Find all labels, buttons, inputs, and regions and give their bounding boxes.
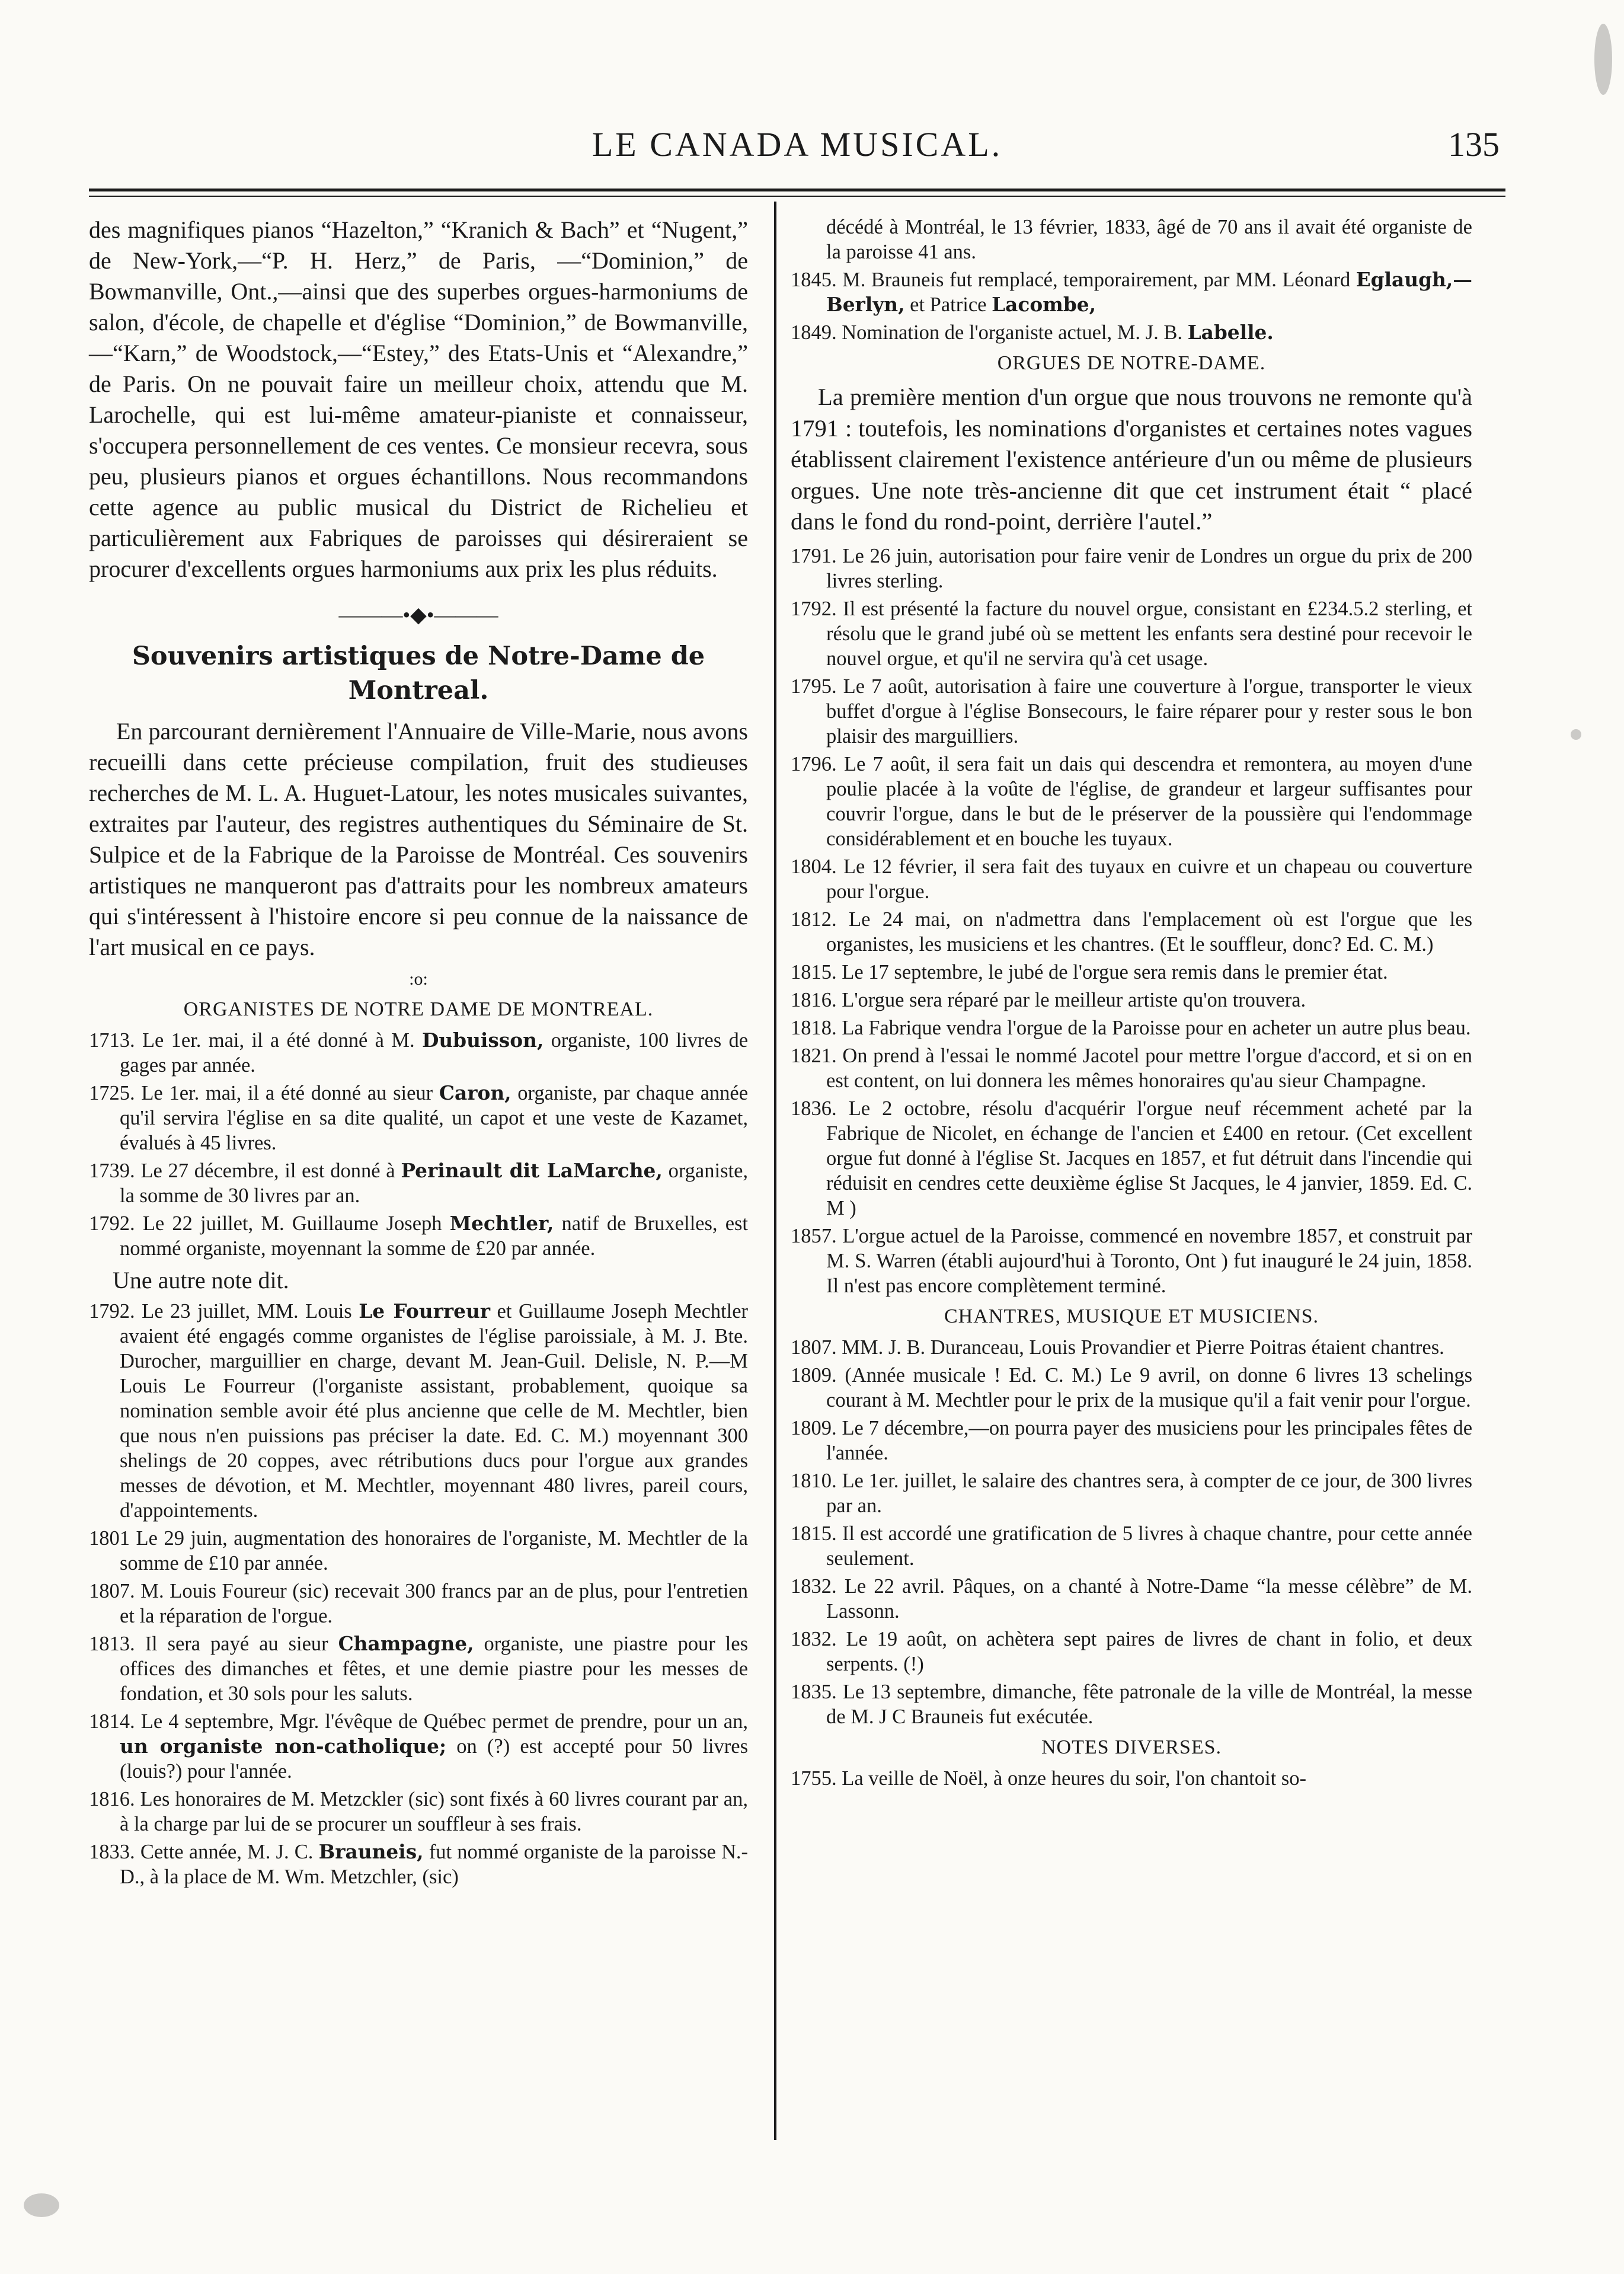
entry-1815	[791, 1521, 1472, 1571]
column-divider	[774, 202, 776, 2140]
entry-year: 1792.	[791, 597, 837, 620]
entry-year: 1815.	[791, 960, 837, 983]
entry-1835	[791, 1679, 1472, 1729]
entry-year: 1814.	[89, 1710, 135, 1733]
entry-year: 1810.	[791, 1469, 837, 1492]
entry-name: un organiste non-catholique;	[120, 1735, 447, 1758]
entry-1725	[89, 1081, 748, 1155]
entry-1807	[791, 1335, 1472, 1360]
left-column	[89, 215, 748, 1892]
entry-1791	[791, 544, 1472, 593]
print-speck	[1571, 729, 1581, 740]
entry-text: Le 4 septembre, Mgr. l'évêque de Québec permet de prendre, pour un an,	[140, 1710, 748, 1733]
entry-1813	[89, 1631, 748, 1706]
entry-year: 1832.	[791, 1574, 837, 1598]
entry-text-rest: natif de Bruxelles, est nommé organiste, moyennant la somme de £20 par année.	[120, 1212, 749, 1260]
entry-name: Perinault dit LaMarche,	[401, 1159, 663, 1182]
entry-1796	[791, 752, 1472, 851]
entry-year: 1833.	[89, 1841, 135, 1863]
section-title-organistes: ORGANISTES DE NOTRE DAME DE MONTREAL.	[183, 998, 654, 1020]
entry-year: 1739.	[89, 1160, 135, 1182]
entry-text: La veille de Noël, à onze heures du soir, l'on chantoit so-	[842, 1767, 1306, 1790]
entry-year: 1812.	[791, 908, 837, 931]
entry-text: On prend à l'essai le nommé Jacotel pour mettre l'orgue d'accord, et si on en est content, on lui donnera les mêmes honoraires qu'au sieur Champagne.	[826, 1044, 1473, 1092]
entry-text: Le 7 décembre,—on pourra payer des musiciens pour les principales fêtes de l'année.	[826, 1416, 1473, 1464]
entry-1815	[791, 960, 1472, 985]
entry-1821	[791, 1043, 1472, 1093]
entry-name: Champagne,	[338, 1632, 474, 1655]
entry-year: 1832.	[791, 1627, 837, 1650]
page-header	[89, 124, 1505, 178]
entry-1812	[791, 907, 1472, 957]
entry-text: (Année musicale ! Ed. C. M.) Le 9 avril, on donne 6 livres 13 schelings courant à M. Mechtler pour le prix de la musique qu'il a fait venir pour l'orgue.	[826, 1363, 1473, 1411]
entry-1713	[89, 1028, 748, 1078]
entry-text: Le 22 juillet, M. Guillaume Joseph	[142, 1212, 442, 1235]
entry-year: 1816.	[791, 988, 837, 1011]
entry-year: 1791.	[791, 544, 837, 567]
entry-year: 1801	[89, 1527, 130, 1550]
entry-1832	[791, 1627, 1472, 1676]
entry-text: Le 24 mai, on n'admettra dans l'emplacement où est l'orgue que les organistes, les musiciens et les chantres. (Et le souffleur, donc? Ed. C. M.)	[826, 908, 1472, 956]
entry-year: 1807.	[89, 1580, 135, 1602]
header-rule-thick	[89, 189, 1505, 191]
organistes-entries-end	[791, 267, 1472, 345]
divider-mark: :o:	[409, 969, 428, 989]
entry-text-rest: organiste, par chaque année qu'il servira l'église en sa dite qualité, un capot et une veste de Kazamet, évalués à 45 livres.	[120, 1082, 749, 1154]
article-headline: Souvenirs artistiques de Notre-Dame de Montreal.	[132, 641, 705, 705]
entry-name: Dubuisson,	[421, 1029, 544, 1052]
entry-year: 1845.	[791, 269, 837, 291]
entry-year: 1755.	[791, 1767, 837, 1790]
entry-text: Le 27 décembre, il est donné à	[140, 1160, 395, 1182]
entry-1857	[791, 1224, 1472, 1298]
entry-year: 1849.	[791, 321, 837, 344]
entry-1818	[791, 1015, 1472, 1040]
entry-text: Cette année, M. J. C.	[140, 1841, 314, 1863]
entry-name: Labelle.	[1187, 321, 1274, 344]
entry-text: Le 2 octobre, résolu d'acquérir l'orgue neuf récemment acheté par la Fabrique de Nicolet, en échange de l'ancien et £400 en retour. (Cet excellent orgue fut donné à l'église St. Jacques en 1857, et fut détruit dans l'incendie qui réduisit en cendres cette deuxième église St Jacques, le 4 janvier, 1859. Ed. C. M )	[826, 1097, 1473, 1219]
entry-1792b	[89, 1299, 748, 1523]
note-other: Une autre note dit.	[113, 1267, 289, 1294]
entry-year: 1725.	[89, 1082, 135, 1104]
article-intro: En parcourant dernièrement l'Annuaire de Ville-Marie, nous avons recueilli dans cette précieuse compilation, fruit des studieuses recherches de M. L. A. Huguet-Latour, les notes musicales suivantes, extraites par l'auteur, des registres authentiques du Séminaire de St. Sulpice et de la Fabrique de la Paroisse de Montréal. Ces souvenirs artistiques ne manqueront pas d'attraits pour les nombreux amateurs qui s'intéressent à l'histoire encore si peu connue de la naissance de l'art musical en ce pays.	[89, 718, 748, 960]
entry-text: Le 29 juin, augmentation des honoraires de l'organiste, M. Mechtler de la somme de £10 par année.	[120, 1527, 748, 1574]
entry-text: M. Brauneis fut remplacé, temporairement, par MM. Léonard	[842, 269, 1351, 291]
entry-year: 1792.	[89, 1300, 135, 1323]
section-title-notes: NOTES DIVERSES.	[1041, 1736, 1222, 1758]
entry-1833	[89, 1839, 748, 1889]
entry-text: Le 1er. mai, il a été donné à M.	[142, 1029, 415, 1052]
entry-text: M. Louis Foureur (sic) recevait 300 francs par an de plus, pour l'entretien et la réparation de l'orgue.	[120, 1580, 748, 1627]
entry-year: 1804.	[791, 855, 837, 878]
entry-1801	[89, 1526, 748, 1576]
header-rule-thin	[89, 196, 1505, 197]
entry-text: Le 22 avril. Pâques, on a chanté à Notre-Dame “la messe célèbre” de M. Lassonn.	[826, 1574, 1473, 1623]
entry-1739	[89, 1158, 748, 1208]
entry-year: 1795.	[791, 675, 837, 698]
orgues-intro: La première mention d'un orgue que nous trouvons ne remonte qu'à 1791 : toutefois, les nominations d'organistes et certaines notes vagues établissent clairement l'existence antérieure d'un ou même de plusieurs orgues. Une note très-ancienne dit que cet instrument était “ placé dans le fond du rond-point, derrière l'autel.”	[791, 384, 1472, 535]
entry-name: Brauneis,	[318, 1840, 424, 1863]
continued-text: décédé à Montréal, le 13 février, 1833, âgé de 70 ans il avait été organiste de la paroisse 41 ans.	[826, 216, 1472, 263]
entry-year: 1816.	[89, 1788, 135, 1810]
entry-year: 1796.	[791, 752, 837, 775]
entry-name: Le Fourreur	[359, 1299, 491, 1323]
entry-1816	[89, 1787, 748, 1837]
entry-name: Mechtler,	[449, 1212, 554, 1235]
entry-text-rest: organiste, une piastre pour les offices des dimanches et fêtes, et une demie piastre pour les messes de fondation, et 30 sols pour les saluts.	[120, 1633, 748, 1705]
entry-year: 1809.	[791, 1416, 837, 1439]
entry-year: 1821.	[791, 1044, 837, 1067]
print-speck	[24, 2193, 59, 2217]
entry-1795	[791, 674, 1472, 749]
entry-1845	[791, 267, 1472, 317]
entry-1792	[791, 596, 1472, 671]
entry-text: L'orgue actuel de la Paroisse, commencé en novembre 1857, et construit par M. S. Warren (établi aujourd'hui à Toronto, Ont ) fut inauguré le 24 juin, 1858. Il n'est pas encore complètement terminé.	[826, 1224, 1472, 1297]
entry-year: 1818.	[791, 1016, 837, 1039]
entry-1849	[791, 320, 1472, 345]
entry-text-rest: et Patrice	[910, 293, 987, 316]
entry-text: Le 17 septembre, le jubé de l'orgue sera remis dans le premier état.	[842, 960, 1388, 983]
entry-1755	[791, 1766, 1472, 1791]
entry-text: MM. J. B. Duranceau, Louis Provandier et Pierre Poitras étaient chantres.	[842, 1336, 1444, 1359]
print-speck	[1594, 24, 1612, 95]
entry-text: Le 1er. mai, il a été donné au sieur	[141, 1082, 433, 1104]
entry-1832	[791, 1574, 1472, 1624]
entry-year: 1713.	[89, 1029, 135, 1052]
entry-text: Le 7 août, il sera fait un dais qui descendra et remontera, au moyen d'une poulie placée à la voûte de l'église, de grandeur et largeur suffisantes pour couvrir l'orgue, dans le but de le préserver de la poussière qui l'endommage considérablement et en bouche les tuyaux.	[826, 752, 1472, 850]
entry-1792	[89, 1211, 748, 1261]
entry-year: 1807.	[791, 1336, 837, 1359]
entry-year: 1792.	[89, 1212, 135, 1235]
entry-text: Les honoraires de M. Metzckler (sic) sont fixés à 60 livres courant par an, à la charge par lui de se procurer un souffleur à ses frais.	[120, 1788, 748, 1835]
page-number: 135	[1448, 125, 1500, 164]
organistes-entries	[89, 1028, 748, 1261]
entry-name-2: Lacombe,	[992, 293, 1096, 316]
orgues-entries	[791, 544, 1472, 1298]
entry-text-rest: on (?) est accepté pour 50 livres (louis?) pour l'année.	[120, 1735, 748, 1783]
entry-year: 1815.	[791, 1522, 837, 1545]
section-title-orgues: ORGUES DE NOTRE-DAME.	[997, 352, 1266, 374]
entry-text: Nomination de l'organiste actuel, M. J. B.	[842, 321, 1182, 344]
entry-text: Le 12 février, il sera fait des tuyaux en cuivre et un chapeau ou couverture pour l'orgue.	[826, 855, 1473, 903]
entry-text-rest: fut nommé organiste de la paroisse N.-D., à la place de M. Wm. Metzchler, (sic)	[120, 1841, 749, 1888]
publication-title: LE CANADA MUSICAL.	[592, 125, 1003, 164]
entry-1807	[89, 1579, 748, 1628]
entry-name: Caron,	[439, 1081, 512, 1104]
entry-text: Le 23 juillet, MM. Louis	[142, 1300, 352, 1323]
right-column	[791, 215, 1472, 1794]
entry-text: Le 26 juin, autorisation pour faire venir de Londres un orgue du prix de 200 livres sterling.	[826, 544, 1473, 592]
entry-year: 1835.	[791, 1680, 837, 1703]
entry-text: La Fabrique vendra l'orgue de la Paroisse pour en acheter un autre plus beau.	[842, 1016, 1471, 1039]
notes-entries	[791, 1766, 1472, 1791]
entry-year: 1813.	[89, 1633, 135, 1655]
entry-text: Le 1er. juillet, le salaire des chantres sera, à compter de ce jour, de 300 livres par an.	[826, 1469, 1473, 1517]
entry-year: 1809.	[791, 1363, 837, 1387]
entry-text: Il sera payé au sieur	[145, 1633, 328, 1655]
entry-1816	[791, 988, 1472, 1013]
entry-name: Eglaugh,—Berlyn,	[826, 268, 1472, 316]
organistes-entries-later	[89, 1526, 748, 1889]
entry-year: 1836.	[791, 1097, 837, 1120]
section-title-chantres: CHANTRES, MUSIQUE ET MUSICIENS.	[944, 1305, 1319, 1327]
entry-text-rest: organiste, la somme de 30 livres par an.	[120, 1160, 749, 1207]
entry-1809	[791, 1416, 1472, 1465]
intro-paragraph: des magnifiques pianos “Hazelton,” “Kranich & Bach” et “Nugent,” de New-York,—“P. H. Herz,” de Paris, —“Dominion,” de Bowmanville, Ont.,—ainsi que des superbes orgues-harmoniums de salon, d'école, de chapelle et d'église “Dominion,” de Bowmanville,—“Karn,” de Woodstock,—“Estey,” des Etats-Unis et “Alexandre,” de Paris. On ne pouvait faire un meilleur choix, attendu que M. Larochelle, qui est lui-même amateur-pianiste et connaisseur, s'occupera personnellement de ces ventes. Ce monsieur recevra, sous peu, plusieurs pianos et orgues échantillons. Nous recommandons cette agence au public musical du District de Richelieu et particulièrement aux Fabriques de paroisses qui désireraient se procurer d'excellents orgues harmoniums aux prix les plus réduits.	[89, 216, 748, 582]
entry-year: 1857.	[791, 1224, 837, 1247]
entry-1804	[791, 854, 1472, 904]
entry-text: Le 19 août, on achètera sept paires de livres de chant in folio, et deux serpents. (!)	[826, 1627, 1473, 1675]
entry-1814	[89, 1709, 748, 1784]
entry-text: L'orgue sera réparé par le meilleur artiste qu'on trouvera.	[842, 988, 1306, 1011]
entry-text: Le 7 août, autorisation à faire une couverture à l'orgue, transporter le vieux buffet d'orgue à l'église Bonsecours, le faire réparer pour y rester sous le bon plaisir des marguilliers.	[826, 675, 1472, 748]
entry-text: Il est accordé une gratification de 5 livres à chaque chantre, pour cette année seulement.	[826, 1522, 1472, 1570]
entry-text-rest: organiste, 100 livres de gages par année.	[120, 1029, 749, 1077]
entry-1810	[791, 1468, 1472, 1518]
entry-text-rest: et Guillaume Joseph Mechtler avaient été engagés comme organistes de l'église paroissiale, à M. J. Bte. Durocher, marguillier en charge, devant M. Jean-Guil. Delisle, N. P.—M Louis Le Fourreur (l'organiste assistant, probablement, quoique sa nomination semble avoir été plus ancienne que celle de M. Mechtler, bien que nous n'en puissions pas préciser la date. Ed. C. M.) moyennant 300 shelings de 20 coppes, avec rétributions ducs pour l'orgue aux grandes messes de dévotion, et M. Mechtler, moyennant 480 livres, pareil cours, d'appointements.	[120, 1300, 749, 1522]
entry-1809	[791, 1363, 1472, 1413]
entry-text: Le 13 septembre, dimanche, fête patronale de la ville de Montréal, la messe de M. J C Brauneis fut exécutée.	[826, 1680, 1472, 1728]
chantres-entries	[791, 1335, 1472, 1729]
entry-1836	[791, 1096, 1472, 1221]
section-ornament: ———•◆•———	[338, 603, 498, 627]
entry-text: Il est présenté la facture du nouvel orgue, consistant en £234.5.2 sterling, et résolu que le grand jubé où se mettent les enfants sera destiné pour recevoir le nouvel orgue, et qu'il ne servira qu'à cet usage.	[826, 597, 1472, 670]
